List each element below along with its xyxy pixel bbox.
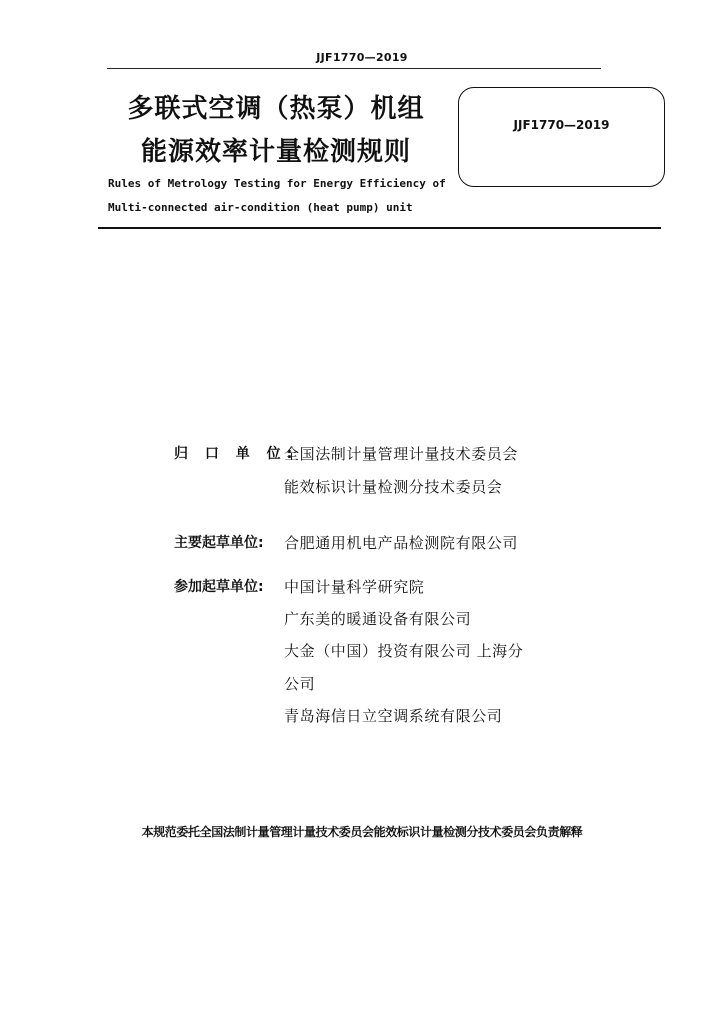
participant-drafter-label: 参加起草单位: <box>174 579 264 595</box>
responsible-unit-value: 能效标识计量检测分技术委员会 <box>284 478 503 496</box>
title-divider-rule <box>98 227 661 229</box>
main-drafter-value: 合肥通用机电产品检测院有限公司 <box>284 534 519 552</box>
responsible-unit-label: 归 口 单 位: <box>174 446 299 462</box>
standard-code-text: JJF1770—2019 <box>513 118 610 132</box>
english-title-line-2: Multi-connected air-condition (heat pump) unit <box>108 201 413 214</box>
title-line-1: 多联式空调（热泵）机组 <box>127 94 425 124</box>
participant-drafter-value: 公司 <box>284 675 316 693</box>
title-line-2: 能源效率计量检测规则 <box>140 137 411 167</box>
standard-code-box <box>458 87 665 187</box>
participant-drafter-value: 中国计量科学研究院 <box>284 578 425 596</box>
participant-drafter-value: 广东美的暖通设备有限公司 <box>284 610 472 628</box>
participant-drafter-value: 大金（中国）投资有限公司 上海分 <box>284 642 524 660</box>
interpretation-note: 本规范委托全国法制计量管理计量技术委员会能效标识计量检测分技术委员会负责解释 <box>141 825 583 839</box>
responsible-unit-value: 全国法制计量管理计量技术委员会 <box>284 445 519 463</box>
english-title-line-1: Rules of Metrology Testing for Energy Efficiency of <box>108 177 446 190</box>
main-drafter-label: 主要起草单位: <box>174 535 264 551</box>
header-rule <box>107 68 601 69</box>
running-header-code: JJF1770—2019 <box>316 51 408 64</box>
participant-drafter-value: 青岛海信日立空调系统有限公司 <box>284 707 503 725</box>
